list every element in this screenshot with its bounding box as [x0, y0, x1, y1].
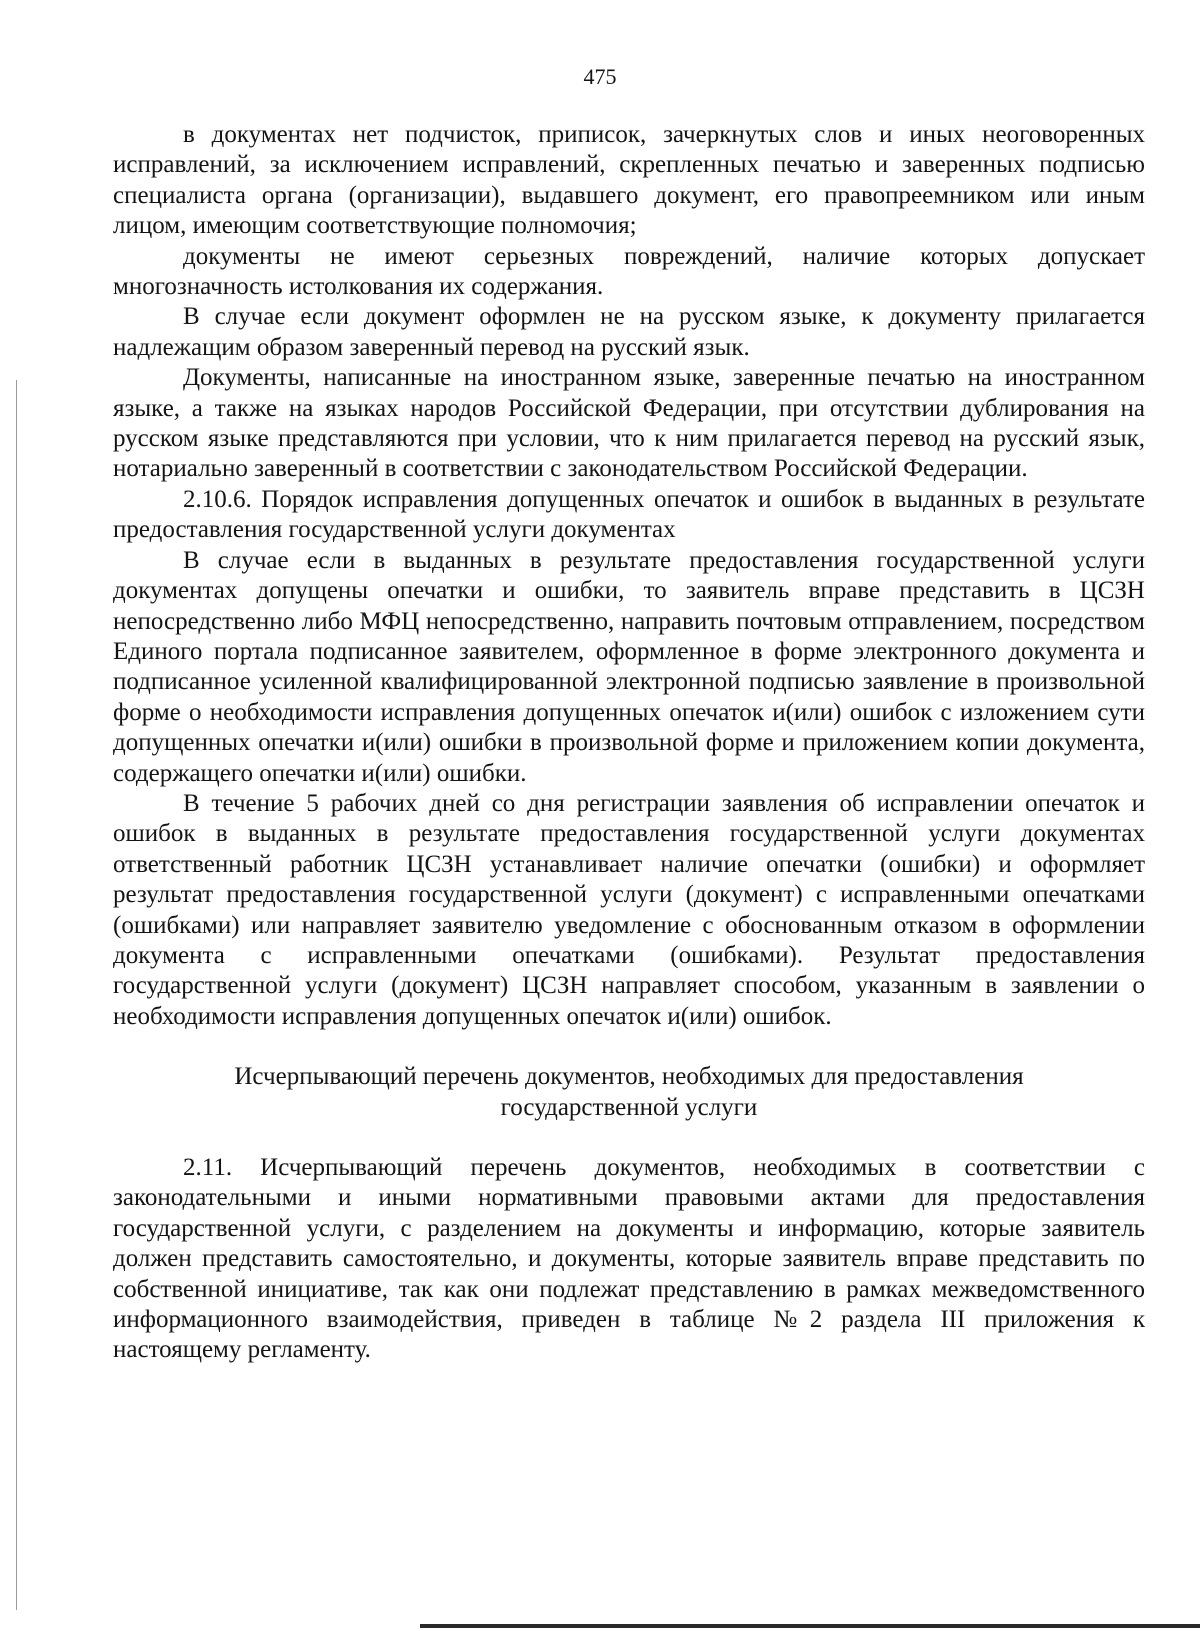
- section-heading: [113, 1062, 1145, 1123]
- document-body: [113, 120, 1145, 1366]
- paragraph-errors-in-documents: В случае если в выданных в результате предоставления государственной услуги документах допущены опечатки и ошибки, то заявитель вправе представить в ЦСЗН непосредственно либо МФЦ непосредственно, направить почтовым отправлением, посредством Единого портала подписанное заявителем, оформленное в форме электронного документа и подписанное усиленной квалифицированной электронной подписью заявление в произвольной форме о необходимости исправления допущенных опечаток и(или) ошибок с изложением сути допущенных опечатки и(или) ошибки в произвольной форме и приложением копии документа, содержащего опечатки и(или) ошибки.: [113, 546, 1145, 787]
- paragraph-translation-required: В случае если документ оформлен не на русском языке, к документу прилагается надлежащим образом заверенный перевод на русский язык.: [113, 303, 1145, 361]
- paragraph-foreign-language-documents: Документы, написанные на иностранном языке, заверенные печатью на иностранном языке, а также на языках народов Российской Федерации, при отсутствии дублирования на русском языке представляются при условии, что к ним прилагается перевод на русский язык, нотариально заверенный в соответствии с законодательством Российской Федерации.: [113, 364, 1145, 483]
- scan-left-edge-line: [16, 380, 17, 1610]
- paragraph-section-2-11: 2.11. Исчерпывающий перечень документов, необходимых в соответствии с законодательными и иными нормативными правовыми актами для предоставления государственной услуги, с разделением на документы и информацию, которые заявитель должен представить самостоятельно, и документы, которые заявитель вправе представить по собственной инициативе, так как они подлежат представлению в рамках межведомственного информационного взаимодействия, приведен в таблице №2 раздела III приложения к настоящему регламенту.: [113, 1154, 1145, 1364]
- section-heading-line-1: Исчерпывающий перечень документов, необходимых для предоставления: [234, 1063, 1024, 1091]
- paragraph-section-2-10-6: 2.10.6. Порядок исправления допущенных опечаток и ошибок в выданных в результате предоставления государственной услуги документах: [113, 485, 1145, 544]
- section-heading-line-2: государственной услуги: [500, 1093, 758, 1121]
- paragraph-no-corrections: в документах нет подчисток, приписок, зачеркнутых слов и иных неоговоренных исправлений, за исключением исправлений, скрепленных печатью и заверенных подписью специалиста органа (организации), выдавшего документ, его правопреемником или иным лицом, имеющим соответствующие полномочия;: [113, 121, 1145, 240]
- paragraph-five-working-days: В течение 5 рабочих дней со дня регистрации заявления об исправлении опечаток и ошибок в выданных в результате предоставления государственной услуги документах ответственный работник ЦСЗН устанавливает наличие опечатки (ошибки) и оформляет результат предоставления государственной услуги (документ) с исправленными опечатками (ошибками) или направляет заявителю уведомление с обоснованным отказом в оформлении документа с исправленными опечатками (ошибками). Результат предоставления государственной услуги (документ) ЦСЗН направляет способом, указанным в заявлении о необходимости исправления допущенных опечаток и(или) ошибок.: [113, 789, 1145, 1030]
- page-number: 475: [583, 64, 617, 89]
- scan-bottom-edge-line: [420, 1624, 1200, 1628]
- paragraph-no-damage: документы не имеют серьезных повреждений, наличие которых допускает многозначность истолкования их содержания.: [113, 242, 1145, 301]
